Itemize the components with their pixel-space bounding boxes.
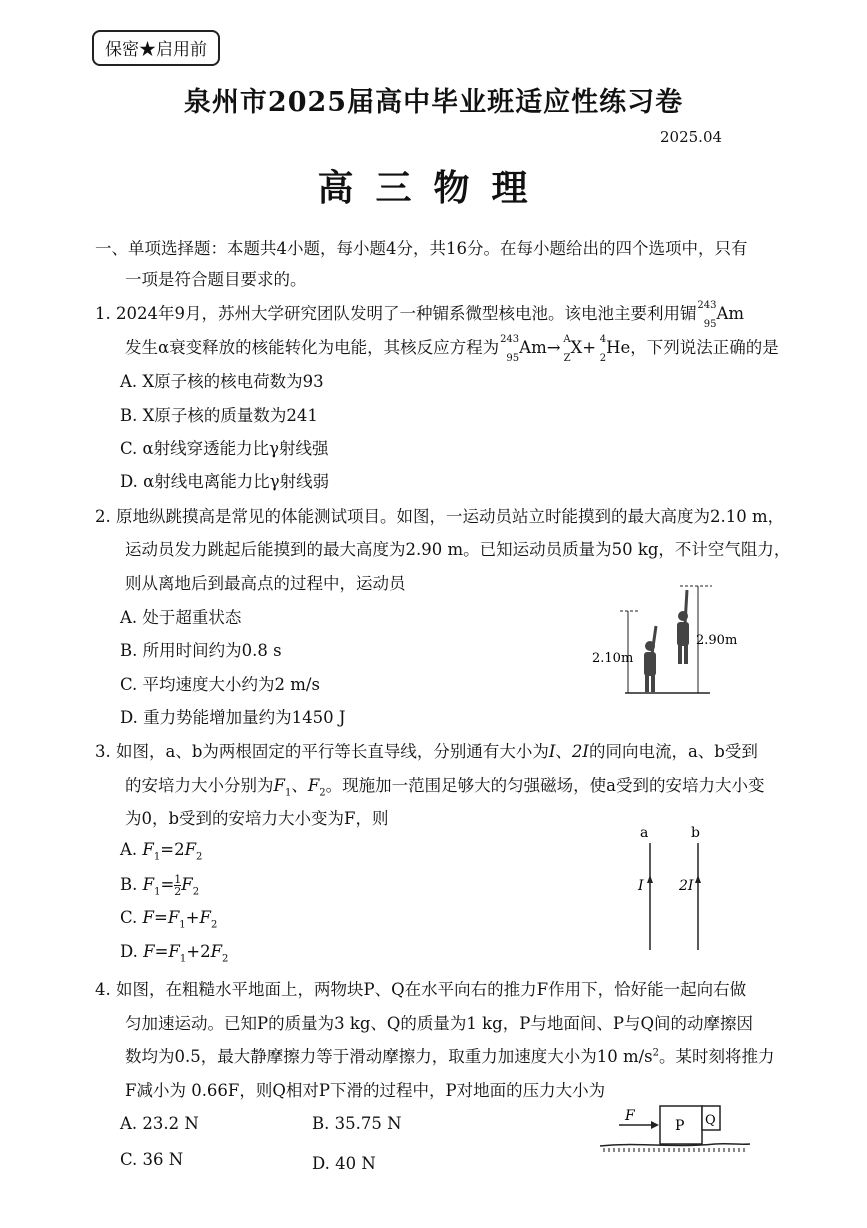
wire-b-label: b: [691, 825, 700, 841]
block-q-label: Q: [705, 1113, 716, 1128]
q3-option-a: A. $F_1=2F_2$: [120, 840, 203, 863]
q2-line1: 2. 原地纵跳摸高是常见的体能测试项目。如图，一运动员站立时能摸到的最大高度为2.10 m，: [95, 507, 785, 526]
q3-option-b: B. $F_1=$ $\frac{1}{2}$ $F_2$: [120, 873, 200, 898]
q2-option-b: B. 所用时间约为0.8 s: [120, 641, 282, 660]
label-210: 2.10m: [592, 651, 634, 666]
section-heading-line1: 一、单项选择题：本题共4小题，每小题4分，共16分。在每小题给出的四个选项中，只有: [95, 239, 748, 258]
q2-line3: 则从离地后到最高点的过程中，运动员: [125, 574, 406, 593]
jumping-athlete: [677, 590, 689, 664]
force-label: F: [625, 1108, 635, 1124]
q2-option-c: C. 平均速度大小约为2 m/s: [120, 675, 320, 694]
jump-reach-figure: [590, 578, 740, 703]
parallel-wires-figure: [625, 815, 725, 955]
current-2i-label: 2I: [679, 878, 694, 894]
blocks-figure: [595, 1098, 755, 1168]
q3-line3: 为0，b受到的安培力大小变为F，则: [125, 809, 389, 828]
q2-option-a: A. 处于超重状态: [120, 608, 242, 627]
q4-line1: 4. 如图，在粗糙水平地面上，两物块P、Q在水平向右的推力F作用下，恰好能一起向右做: [95, 980, 747, 999]
confidential-label: 保密★启用前: [92, 30, 220, 66]
subject-title: 高三物理: [317, 167, 550, 209]
q3-option-c: C. $F=F_1+F_2$: [120, 908, 218, 931]
q3-line1: 3. 如图，a、b为两根固定的平行等长直导线，分别通有大小为I、2I的同向电流，a、b受到: [95, 742, 758, 761]
current-i-label: I: [638, 878, 644, 894]
label-290: 2.90m: [696, 633, 738, 648]
q4-option-c: C. 36 N: [120, 1150, 184, 1169]
standing-athlete: [644, 626, 656, 692]
wire-a-label: a: [640, 825, 649, 841]
q4-line3: 数均为0.5，最大静摩擦力等于滑动摩擦力，取重力加速度大小为10 $m/s^2$。某时刻将推力: [125, 1047, 775, 1066]
block-p-label: P: [675, 1118, 685, 1134]
q1-line1: 1. 2024年9月，苏州大学研究团队发明了一种镅系微型核电池。该电池主要利用镅 243 95 Am: [95, 299, 745, 330]
q1-option-d: D. α射线电离能力比γ射线弱: [120, 472, 330, 491]
q1-option-a: A. X原子核的核电荷数为93: [120, 372, 324, 391]
force-arrow-icon: [651, 1121, 659, 1129]
q3-line2: 的安培力大小分别为$F_1$、$F_2$。现施加一范围足够大的匀强磁场，使a受到的安培力大小变: [125, 776, 765, 799]
q2-line2: 运动员发力跳起后能摸到的最大高度为2.90 m。已知运动员质量为50 kg，不计空气阻力，: [125, 540, 791, 559]
exam-title: 泉州市2025届高中毕业班适应性练习卷: [183, 87, 684, 118]
q4-option-b: B. 35.75 N: [312, 1114, 402, 1133]
exam-date: 2025.04: [660, 128, 723, 146]
q4-line4: F减小为 0.66F，则Q相对P下滑的过程中，P对地面的压力大小为: [125, 1081, 606, 1100]
section-heading-line2: 一项是符合题目要求的。: [125, 270, 307, 289]
q2-option-d: D. 重力势能增加量约为1450 J: [120, 708, 346, 727]
q4-option-d: D. 40 N: [312, 1154, 376, 1173]
q1-option-c: C. α射线穿透能力比γ射线强: [120, 439, 329, 458]
q3-option-d: D. $F=F_1+2F_2$: [120, 942, 229, 965]
q1-option-b: B. X原子核的质量数为241: [120, 406, 318, 425]
q4-line2: 匀加速运动。已知P的质量为3 kg、Q的质量为1 kg，P与地面间、P与Q间的动摩擦因: [125, 1014, 753, 1033]
q4-option-a: A. 23.2 N: [120, 1114, 199, 1133]
q1-line2: 发生α衰变释放的核能转化为电能，其核反应方程为 243 95 Am→ A Z X+ 4 2 He，下列说法正确的是: [125, 333, 779, 364]
